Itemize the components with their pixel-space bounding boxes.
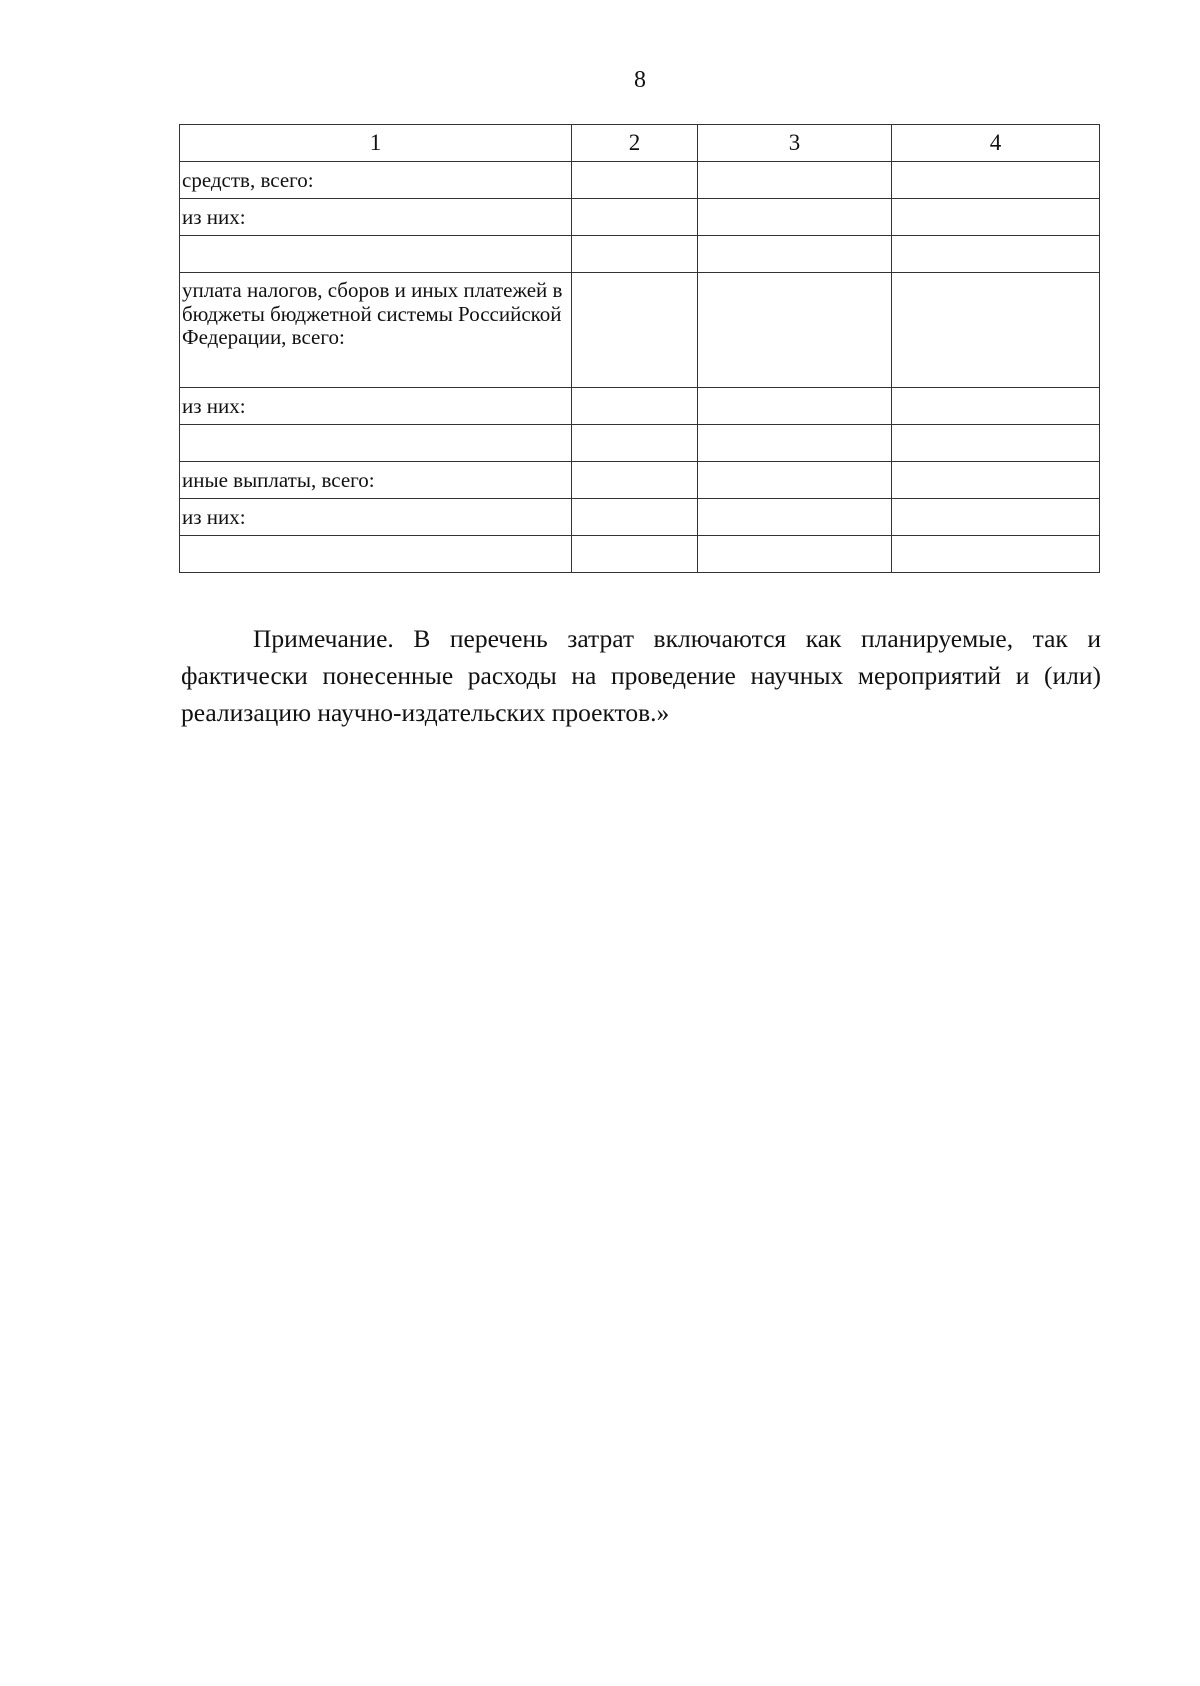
table-cell <box>892 199 1100 236</box>
row-label <box>180 236 572 273</box>
table-row <box>180 388 1100 425</box>
table-row <box>180 499 1100 536</box>
table-cell <box>572 388 698 425</box>
table-row <box>180 462 1100 499</box>
column-header-4: 4 <box>892 125 1100 162</box>
table-cell <box>572 536 698 573</box>
table-row <box>180 162 1100 199</box>
column-header-3: 3 <box>698 125 892 162</box>
row-label: уплата налогов, сборов и иных платежей в бюджеты бюджетной системы Российской Федерации, всего: <box>180 273 572 388</box>
table-cell <box>892 162 1100 199</box>
column-header-2: 2 <box>572 125 698 162</box>
table-cell <box>892 388 1100 425</box>
table-cell <box>572 425 698 462</box>
table-cell <box>698 162 892 199</box>
table-cell <box>698 536 892 573</box>
column-header-1: 1 <box>180 125 572 162</box>
table-cell <box>572 162 698 199</box>
cost-table <box>179 124 1100 573</box>
table-row <box>180 236 1100 273</box>
table-header-row <box>180 125 1100 162</box>
table-cell <box>572 273 698 388</box>
table-cell <box>892 536 1100 573</box>
table-cell <box>892 425 1100 462</box>
table-cell <box>572 199 698 236</box>
table-cell <box>572 499 698 536</box>
row-label <box>180 425 572 462</box>
table-cell <box>892 236 1100 273</box>
table-cell <box>892 462 1100 499</box>
row-label: средств, всего: <box>180 162 572 199</box>
table-cell <box>698 273 892 388</box>
row-label: из них: <box>180 499 572 536</box>
row-label: из них: <box>180 388 572 425</box>
table-cell <box>572 462 698 499</box>
table-cell <box>698 425 892 462</box>
row-label: из них: <box>180 199 572 236</box>
table-cell <box>572 236 698 273</box>
table-row <box>180 425 1100 462</box>
table-cell <box>892 273 1100 388</box>
table-cell <box>892 499 1100 536</box>
table-cell <box>698 388 892 425</box>
page-number: 8 <box>634 67 646 93</box>
table-cell <box>698 236 892 273</box>
note-text: Примечание. В перечень затрат включаются как планируемые, так и фактически понесенные расходы на проведение научных мероприятий и (или) реализацию научно-издательских проектов.» <box>181 624 1101 727</box>
row-label: иные выплаты, всего: <box>180 462 572 499</box>
note-paragraph <box>181 620 1101 731</box>
table-row <box>180 199 1100 236</box>
table-cell <box>698 462 892 499</box>
row-label <box>180 536 572 573</box>
table-row <box>180 536 1100 573</box>
table-cell <box>698 199 892 236</box>
table-row <box>180 273 1100 388</box>
table-cell <box>698 499 892 536</box>
